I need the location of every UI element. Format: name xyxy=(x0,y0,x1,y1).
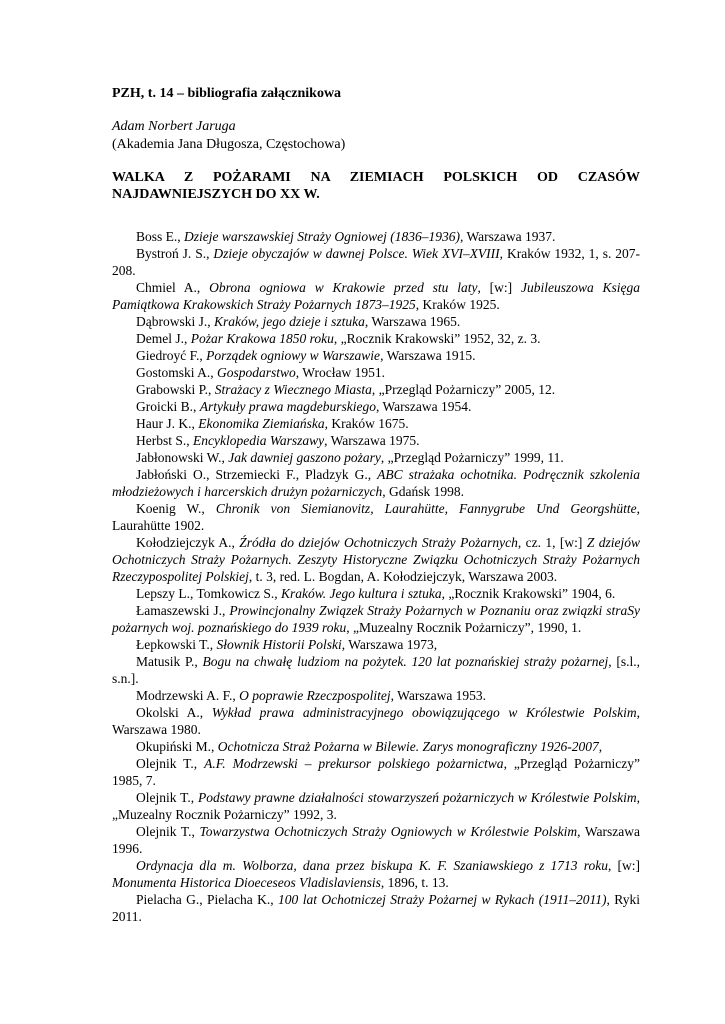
entry-text: Pielacha G., Pielacha K., xyxy=(136,892,279,907)
entry-text: Groicki B., xyxy=(136,399,200,414)
entry-title: 100 lat Ochotniczej Straży Pożarnej w Rykach (1911–2011) xyxy=(278,892,607,907)
entry-text: , „Rocznik Krakowski” 1952, 32, z. 3. xyxy=(333,331,541,346)
entry-text: , Ryki 2011. xyxy=(112,892,641,924)
entry-text: , t. 3, red. L. Bogdan, A. Kołodziejczyk, Warszawa 2003. xyxy=(248,569,558,584)
entry-text: , „Rocznik Krakowski” 1904, 6. xyxy=(441,586,616,601)
entry-text: Łamaszewski J., xyxy=(136,603,230,618)
entry-text: Łepkowski T., xyxy=(136,637,217,652)
entry-title: Chronik von Siemianovitz, Laurahütte, Fannygrube Und Georgshütte xyxy=(215,501,637,516)
entry-text: Matusik P., xyxy=(136,654,203,669)
entry-text: , Warszawa 1965. xyxy=(364,314,461,329)
bibliography-entry xyxy=(112,466,640,500)
bibliography-entry xyxy=(112,415,640,432)
header-title: PZH, t. 14 – bibliografia załącznikowa xyxy=(112,86,342,101)
bibliography-entry xyxy=(112,755,640,789)
entry-text: , Warszawa 1975. xyxy=(324,433,420,448)
entry-title: Źródła do dziejów Ochotniczych Straży Pożarnych xyxy=(239,535,518,550)
entry-title: Bogu na chwałę ludziom na pożytek. 120 lat poznańskiej straży pożarnej xyxy=(202,654,609,669)
bibliography-entry xyxy=(112,449,640,466)
entry-text: Giedroyć F., xyxy=(136,348,207,363)
entry-text: , cz. 1, [w:] xyxy=(517,535,587,550)
entry-title: O poprawie Rzeczpospolitej xyxy=(239,688,391,703)
entry-text: Lepszy L., Tomkowicz S., xyxy=(136,586,282,601)
entry-title: Artykuły prawa magdeburskiego xyxy=(199,399,376,414)
entry-text: , Kraków 1925. xyxy=(415,297,500,312)
entry-title: Podstawy prawne działalności stowarzyszeń pożarniczych w Królestwie Polskim xyxy=(197,790,637,805)
bibliography-entry xyxy=(112,313,640,330)
entry-text: , [w:] xyxy=(607,858,640,873)
entry-title: Dzieje warszawskiej Straży Ogniowej (1836–1936) xyxy=(184,229,461,244)
entry-text: Olejnik T., xyxy=(136,790,198,805)
entry-text: , „Przegląd Pożarniczy” 1985, 7. xyxy=(112,756,640,788)
entry-text: , Warszawa 1980. xyxy=(112,705,640,737)
entry-title: Monumenta Historica Dioeceseos Vladislaviensis xyxy=(112,875,381,890)
entry-title: ABC strażaka ochotnika. Podręcznik szkolenia młodzieżowych i harcerskich drużyn pożarniczych xyxy=(112,467,640,499)
entry-text: , Warszawa 1915. xyxy=(380,348,476,363)
entry-text: , [w:] xyxy=(477,280,521,295)
entry-text: , Wrocław 1951. xyxy=(295,365,385,380)
entry-title: Z dziejów Ochotniczych Straży Pożarnych. Zeszyty Historyczne Związku Ochotniczych Straży Pożarnych Rzeczypospolitej Polskiej xyxy=(112,535,640,584)
bibliography-entry xyxy=(112,636,640,653)
entry-text: Bystroń J. S., xyxy=(136,246,214,261)
bibliography-entry xyxy=(112,330,640,347)
bibliography-entry xyxy=(112,585,640,602)
entry-text: Boss E., xyxy=(136,229,185,244)
bibliography-list xyxy=(112,228,640,925)
entry-text: Haur J. K., xyxy=(136,416,199,431)
entry-title: Ekonomika Ziemiańska xyxy=(198,416,325,431)
entry-text: Chmiel A., xyxy=(136,280,210,295)
entry-title: Jak dawniej gaszono pożary xyxy=(228,450,381,465)
author-name: Adam Norbert Jaruga xyxy=(112,119,236,134)
bibliography-entry xyxy=(112,398,640,415)
entry-title: Ochotnicza Straż Pożarna w Bilewie. Zarys monograficzny 1926-2007 xyxy=(217,739,599,754)
entry-text: , [s.l., s.n.]. xyxy=(112,654,641,686)
entry-text: Herbst S., xyxy=(136,433,193,448)
entry-text: , Warszawa 1937. xyxy=(460,229,556,244)
bibliography-entry xyxy=(112,245,640,279)
entry-text: , Gdańsk 1998. xyxy=(382,484,464,499)
entry-text: Dąbrowski J., xyxy=(136,314,214,329)
entry-title: Encyklopedia Warszawy xyxy=(193,433,325,448)
bibliography-entry xyxy=(112,500,640,534)
entry-text: , xyxy=(598,739,603,754)
entry-title: Jubileuszowa Księga Pamiątkowa Krakowskich Straży Pożarnych 1873–1925 xyxy=(112,280,641,312)
bibliography-entry xyxy=(112,687,640,704)
entry-text: Koenig W., xyxy=(136,501,216,516)
bibliography-entry xyxy=(112,789,640,823)
entry-text: Jabłonowski W., xyxy=(136,450,229,465)
entry-text: Modrzewski A. F., xyxy=(136,688,240,703)
bibliography-entry xyxy=(112,823,640,857)
entry-text: , Warszawa 1973, xyxy=(341,637,438,652)
entry-title: Ordynacja dla m. Wolborza, dana przez biskupa K. F. Szaniawskiego z 1713 roku xyxy=(136,858,608,873)
bibliography-entry xyxy=(112,347,640,364)
bibliography-entry xyxy=(112,364,640,381)
entry-title: Kraków. Jego kultura i sztuka xyxy=(281,586,442,601)
entry-title: Kraków, jego dzieje i sztuka xyxy=(214,314,365,329)
bibliography-entry xyxy=(112,381,640,398)
entry-text: , Warszawa 1954. xyxy=(375,399,472,414)
entry-text: Gostomski A., xyxy=(136,365,218,380)
entry-text: , „Przegląd Pożarniczy” 1999, 11. xyxy=(380,450,564,465)
bibliography-entry xyxy=(112,432,640,449)
entry-text: , Warszawa 1953. xyxy=(390,688,487,703)
entry-title: Strażacy z Wiecznego Miasta xyxy=(214,382,372,397)
entry-title: Słownik Historii Polski xyxy=(216,637,342,652)
author-affiliation: (Akademia Jana Długosza, Częstochowa) xyxy=(112,137,346,152)
entry-text: Kołodziejczyk A., xyxy=(136,535,240,550)
entry-text: , „Muzealny Rocznik Pożarniczy”, 1990, 1. xyxy=(346,620,582,635)
bibliography-entry xyxy=(112,891,640,925)
entry-title: Gospodarstwo xyxy=(217,365,296,380)
entry-text: , Warszawa 1996. xyxy=(112,824,641,856)
bibliography-entry xyxy=(112,534,640,585)
entry-text: , „Przegląd Pożarniczy” 2005, 12. xyxy=(371,382,556,397)
document-title: WALKA Z POŻARAMI NA ZIEMIACH POLSKICH OD CZASÓW NAJDAWNIEJSZYCH DO XX W. xyxy=(112,170,640,202)
entry-text: Demel J., xyxy=(136,331,191,346)
entry-text: , 1896, t. 13. xyxy=(380,875,449,890)
entry-title: Prowincjonalny Związek Straży Pożarnych w Poznaniu oraz związki straSy pożarnych woj. poznańskiego do 1939 roku xyxy=(112,603,640,635)
entry-title: Porządek ogniowy w Warszawie xyxy=(206,348,381,363)
bibliography-entry xyxy=(112,279,640,313)
bibliography-entry xyxy=(112,857,640,891)
entry-text: Okolski A., xyxy=(136,705,212,720)
entry-title: Wykład prawa administracyjnego obowiązującego w Królestwie Polskim xyxy=(211,705,637,720)
entry-title: A.F. Modrzewski – prekursor polskiego pożarnictwa xyxy=(204,756,504,771)
entry-title: Towarzystwa Ochotniczych Straży Ogniowych w Królestwie Polskim xyxy=(199,824,578,839)
bibliography-entry xyxy=(112,228,640,245)
entry-text: Grabowski P., xyxy=(136,382,215,397)
entry-text: Olejnik T., xyxy=(136,824,200,839)
entry-title: Pożar Krakowa 1850 roku xyxy=(190,331,334,346)
entry-text: Okupiński M., xyxy=(136,739,218,754)
entry-text: Jabłoński O., Strzemiecki F., Pladzyk G., xyxy=(136,467,378,482)
entry-title: Dzieje obyczajów w dawnej Polsce. Wiek XVI–XVIII xyxy=(213,246,500,261)
bibliography-entry xyxy=(112,704,640,738)
bibliography-entry xyxy=(112,653,640,687)
entry-text: , „Muzealny Rocznik Pożarniczy” 1992, 3. xyxy=(112,790,641,822)
entry-text: Olejnik T., xyxy=(136,756,205,771)
entry-text: , Kraków 1675. xyxy=(324,416,409,431)
bibliography-entry xyxy=(112,602,640,636)
bibliography-entry xyxy=(112,738,640,755)
entry-text: , Kraków 1932, 1, s. 207-208. xyxy=(112,246,640,278)
entry-title: Obrona ogniowa w Krakowie przed stu laty xyxy=(209,280,478,295)
entry-text: , Laurahütte 1902. xyxy=(112,501,640,533)
